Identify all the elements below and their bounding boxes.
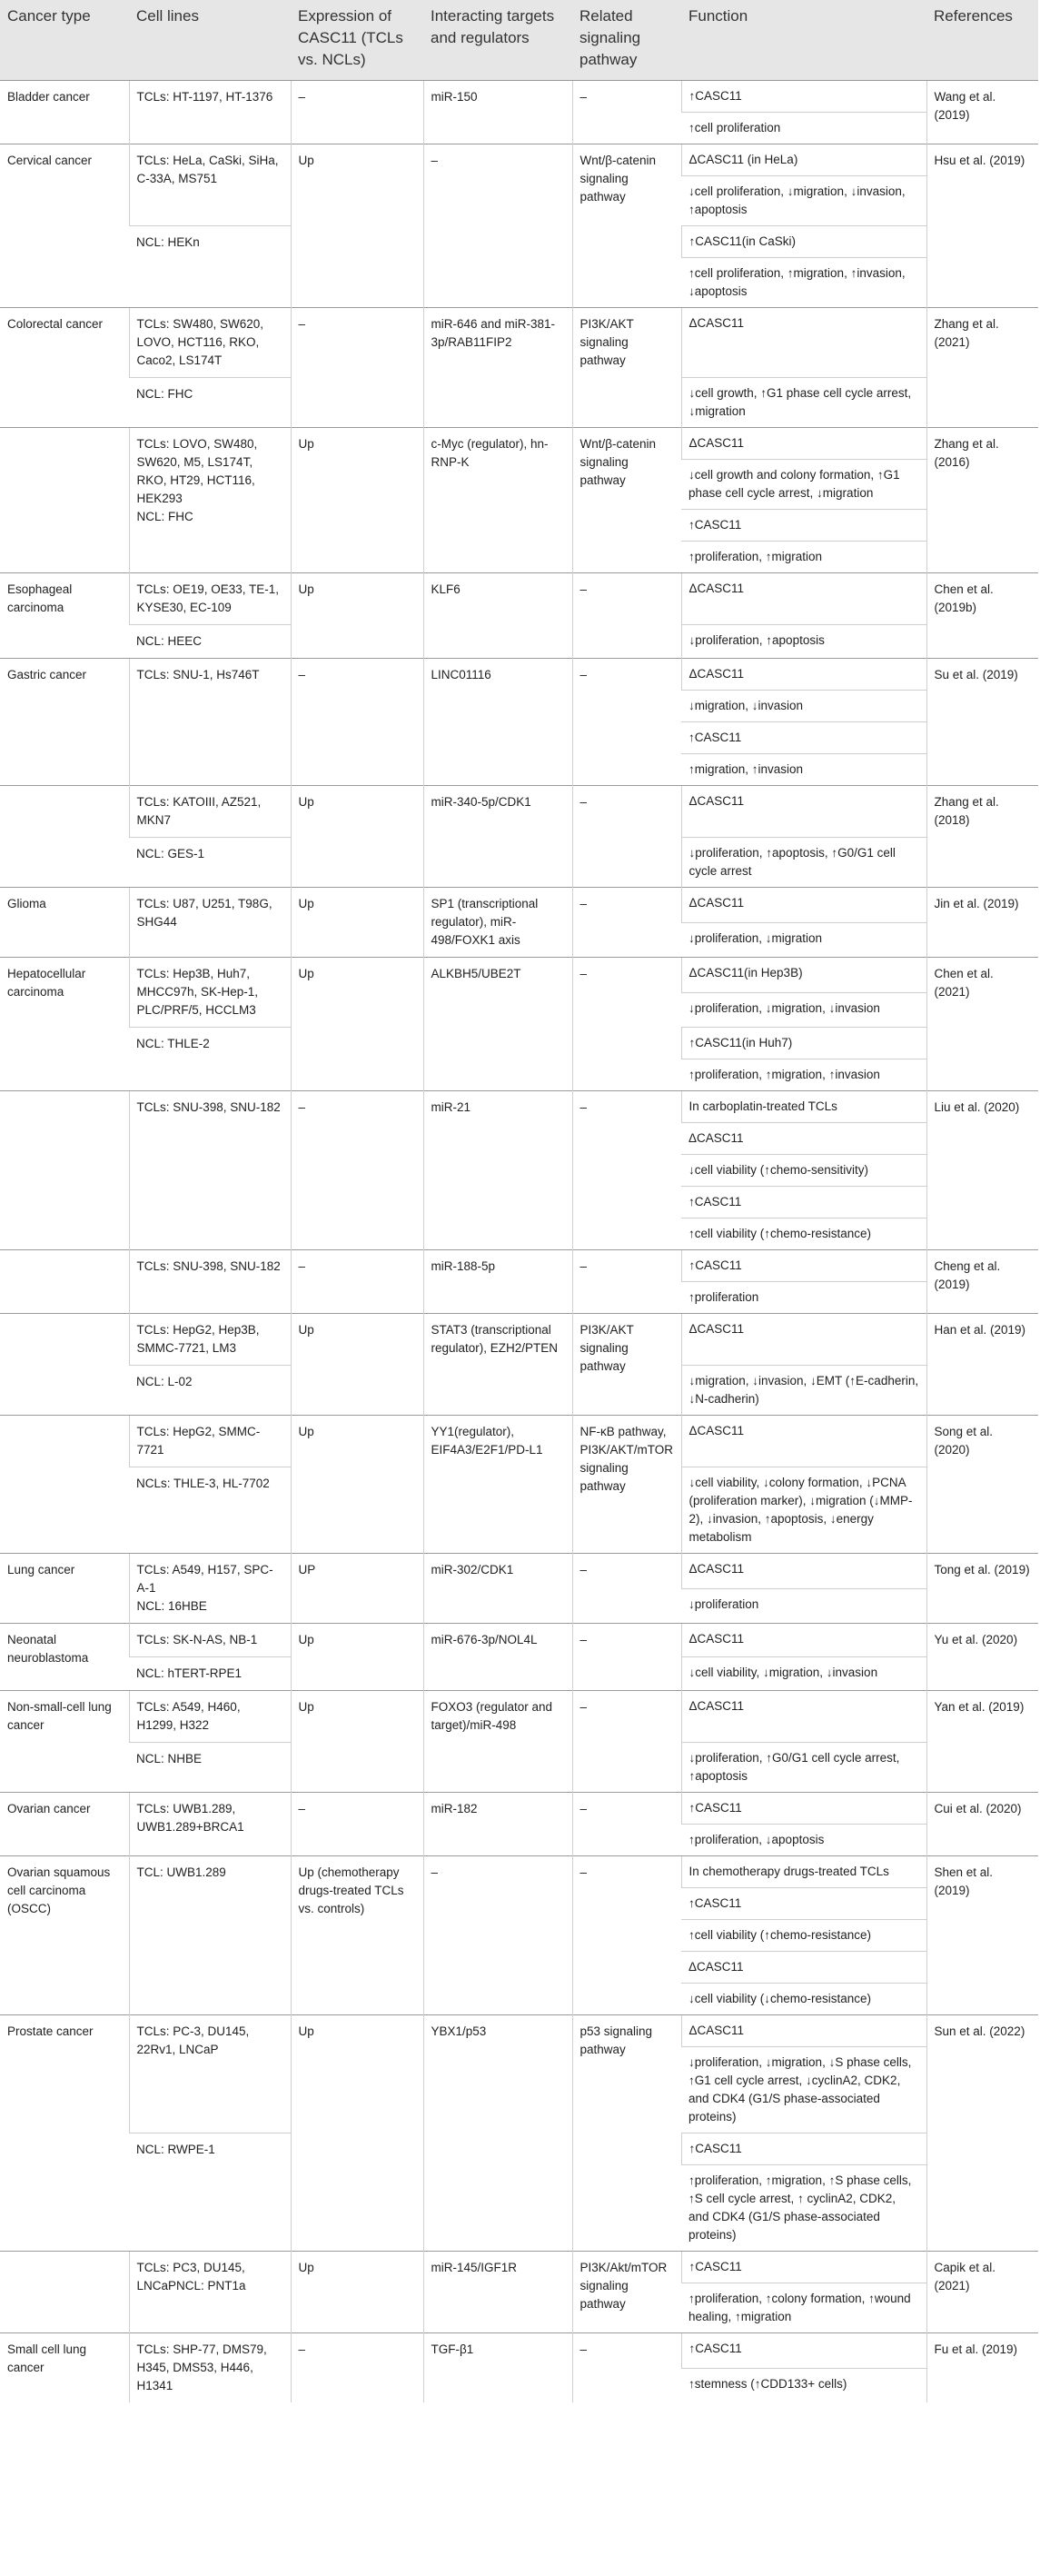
- pathway-cell: –: [572, 1624, 681, 1691]
- function-cell: ↓cell growth, ↑G1 phase cell cycle arrest, ↓migration: [681, 378, 926, 428]
- function-cell: ↑cell viability (↑chemo-resistance): [681, 1920, 926, 1952]
- function-cell: ↓cell viability (↑chemo-sensitivity): [681, 1155, 926, 1187]
- function-cell: ↑CASC11: [681, 1187, 926, 1218]
- targets-cell: YY1(regulator), EIF4A3/E2F1/PD-L1: [423, 1416, 572, 1554]
- targets-cell: miR-340-5p/CDK1: [423, 786, 572, 888]
- function-cell: ΔCASC11: [681, 1416, 926, 1467]
- cell-lines-cell: TCLs: HeLa, CaSki, SiHa, C-33A, MS751: [129, 144, 291, 226]
- targets-cell: LINC01116: [423, 659, 572, 786]
- expression-cell: –: [291, 659, 423, 786]
- function-cell: ↓proliferation, ↑G0/G1 cell cycle arrest, ↑apoptosis: [681, 1743, 926, 1793]
- cell-lines-cell: TCLs: SHP-77, DMS79, H345, DMS53, H446, H1341: [129, 2333, 291, 2403]
- table-row: [0, 659, 1038, 691]
- cell-lines-cell: TCLs: PC3, DU145, LNCaPNCL: PNT1a: [129, 2252, 291, 2333]
- expression-cell: Up: [291, 888, 423, 958]
- targets-cell: miR-182: [423, 1793, 572, 1856]
- cell-lines-cell: NCL: L-02: [129, 1366, 291, 1416]
- function-cell: ↓migration, ↓invasion: [681, 691, 926, 722]
- header-cancer-type: Cancer type: [0, 0, 129, 81]
- pathway-cell: –: [572, 1250, 681, 1314]
- expression-cell: Up: [291, 786, 423, 888]
- table-row: [0, 2333, 1038, 2369]
- function-cell: ↓proliferation: [681, 1588, 926, 1624]
- function-cell: ↓proliferation, ↓migration, ↓S phase cells, ↑G1 cell cycle arrest, ↓cyclinA2, CDK2, and CDK4 (G1/S phase-associated proteins): [681, 2047, 926, 2133]
- table-header: [0, 0, 1038, 81]
- function-cell: ↑CASC11: [681, 2333, 926, 2369]
- reference-cell: Yu et al. (2020): [926, 1624, 1038, 1691]
- function-cell: ↓cell proliferation, ↓migration, ↓invasion, ↑apoptosis: [681, 176, 926, 226]
- cancer-type-cell: [0, 1416, 129, 1554]
- reference-cell: Wang et al. (2019): [926, 81, 1038, 144]
- table-row: [0, 1250, 1038, 1282]
- cancer-type-cell: Small cell lung cancer: [0, 2333, 129, 2403]
- expression-cell: Up: [291, 1624, 423, 1691]
- targets-cell: miR-676-3p/NOL4L: [423, 1624, 572, 1691]
- pathway-cell: –: [572, 888, 681, 958]
- cell-lines-cell: TCLs: UWB1.289, UWB1.289+BRCA1: [129, 1793, 291, 1856]
- function-cell: ↑cell viability (↑chemo-resistance): [681, 1218, 926, 1250]
- cancer-type-cell: Prostate cancer: [0, 2015, 129, 2252]
- function-cell: ↓cell viability, ↓migration, ↓invasion: [681, 1657, 926, 1691]
- cancer-type-cell: Non-small-cell lung cancer: [0, 1691, 129, 1793]
- cell-lines-cell: TCLs: SNU-1, Hs746T: [129, 659, 291, 786]
- cell-lines-cell: NCL: THLE-2: [129, 1028, 291, 1091]
- pathway-cell: PI3K/Akt/mTOR signaling pathway: [572, 2252, 681, 2333]
- function-cell: ↓proliferation, ↑apoptosis: [681, 625, 926, 659]
- table-row: [0, 1314, 1038, 1366]
- function-cell: ΔCASC11: [681, 1554, 926, 1589]
- reference-cell: Su et al. (2019): [926, 659, 1038, 786]
- function-cell: ΔCASC11: [681, 1691, 926, 1743]
- cancer-type-cell: Gastric cancer: [0, 659, 129, 786]
- function-cell: ΔCASC11: [681, 1123, 926, 1155]
- cancer-type-cell: Bladder cancer: [0, 81, 129, 144]
- table-row: [0, 1856, 1038, 1888]
- expression-cell: Up: [291, 1416, 423, 1554]
- function-cell: ΔCASC11: [681, 786, 926, 838]
- function-cell: In chemotherapy drugs-treated TCLs: [681, 1856, 926, 1888]
- cell-lines-cell: TCLs: U87, U251, T98G, SHG44: [129, 888, 291, 958]
- reference-cell: Song et al. (2020): [926, 1416, 1038, 1554]
- pathway-cell: –: [572, 1793, 681, 1856]
- function-cell: ↑CASC11: [681, 1888, 926, 1920]
- pathway-cell: –: [572, 573, 681, 659]
- pathway-cell: –: [572, 659, 681, 786]
- targets-cell: miR-21: [423, 1091, 572, 1250]
- cell-lines-cell: NCL: RWPE-1: [129, 2133, 291, 2252]
- reference-cell: Zhang et al. (2018): [926, 786, 1038, 888]
- reference-cell: Tong et al. (2019): [926, 1554, 1038, 1624]
- function-cell: ↓cell viability, ↓colony formation, ↓PCNA (proliferation marker), ↓migration (↓MMP-2), ↓invasion, ↑apoptosis, ↓energy metabolism: [681, 1467, 926, 1554]
- function-cell: ΔCASC11: [681, 428, 926, 460]
- reference-cell: Fu et al. (2019): [926, 2333, 1038, 2403]
- expression-cell: Up: [291, 573, 423, 659]
- reference-cell: Sun et al. (2022): [926, 2015, 1038, 2252]
- table-row: [0, 786, 1038, 838]
- expression-cell: Up (chemotherapy drugs-treated TCLs vs. controls): [291, 1856, 423, 2015]
- cell-lines-cell: NCL: hTERT-RPE1: [129, 1657, 291, 1691]
- cancer-type-cell: [0, 428, 129, 573]
- function-cell: ΔCASC11: [681, 308, 926, 378]
- expression-cell: –: [291, 1250, 423, 1314]
- cell-lines-cell: TCLs: SK-N-AS, NB-1: [129, 1624, 291, 1657]
- cancer-type-cell: [0, 1250, 129, 1314]
- table-row: [0, 81, 1038, 113]
- header-targets: Interacting targets and regulators: [423, 0, 572, 81]
- function-cell: ↓migration, ↓invasion, ↓EMT (↑E-cadherin, ↓N-cadherin): [681, 1366, 926, 1416]
- reference-cell: Liu et al. (2020): [926, 1091, 1038, 1250]
- cell-lines-cell: TCLs: A549, H460, H1299, H322: [129, 1691, 291, 1743]
- cell-lines-cell: TCL: UWB1.289: [129, 1856, 291, 2015]
- targets-cell: miR-302/CDK1: [423, 1554, 572, 1624]
- function-cell: ↑stemness (↑CDD133+ cells): [681, 2368, 926, 2402]
- targets-cell: –: [423, 144, 572, 308]
- table-row: [0, 573, 1038, 625]
- pathway-cell: PI3K/AKT signaling pathway: [572, 308, 681, 428]
- function-cell: ↑proliferation, ↑migration: [681, 542, 926, 573]
- expression-cell: Up: [291, 144, 423, 308]
- header-expression: Expression of CASC11 (TCLs vs. NCLs): [291, 0, 423, 81]
- function-cell: ΔCASC11: [681, 888, 926, 923]
- function-cell: ↓cell viability (↓chemo-resistance): [681, 1984, 926, 2015]
- cancer-type-cell: Glioma: [0, 888, 129, 958]
- cell-lines-cell: NCL: NHBE: [129, 1743, 291, 1793]
- reference-cell: Cui et al. (2020): [926, 1793, 1038, 1856]
- function-cell: In carboplatin-treated TCLs: [681, 1091, 926, 1123]
- reference-cell: Hsu et al. (2019): [926, 144, 1038, 308]
- cell-lines-cell: TCLs: SW480, SW620, LOVO, HCT116, RKO, Caco2, LS174T: [129, 308, 291, 378]
- table-row: [0, 1416, 1038, 1467]
- expression-cell: –: [291, 1091, 423, 1250]
- function-cell: ΔCASC11: [681, 1314, 926, 1366]
- function-cell: ↑CASC11: [681, 1250, 926, 1282]
- function-cell: ↑proliferation, ↑migration, ↑S phase cells, ↑S cell cycle arrest, ↑ cyclinA2, CDK2, and CDK4 (G1/S phase-associated proteins): [681, 2165, 926, 2252]
- cancer-type-cell: Ovarian cancer: [0, 1793, 129, 1856]
- header-references: References: [926, 0, 1038, 81]
- function-cell: ↑proliferation, ↓apoptosis: [681, 1825, 926, 1856]
- expression-cell: –: [291, 308, 423, 428]
- function-cell: ↑CASC11: [681, 81, 926, 113]
- pathway-cell: –: [572, 1856, 681, 2015]
- cell-lines-cell: TCLs: A549, H157, SPC-A-1 NCL: 16HBE: [129, 1554, 291, 1624]
- pathway-cell: Wnt/β-catenin signaling pathway: [572, 144, 681, 308]
- table-row: [0, 428, 1038, 460]
- cell-lines-cell: TCLs: HT-1197, HT-1376: [129, 81, 291, 144]
- function-cell: ΔCASC11: [681, 659, 926, 691]
- targets-cell: c-Myc (regulator), hn-RNP-K: [423, 428, 572, 573]
- function-cell: ↑proliferation, ↑colony formation, ↑wound healing, ↑migration: [681, 2283, 926, 2333]
- cancer-type-cell: [0, 786, 129, 888]
- cell-lines-cell: NCL: GES-1: [129, 838, 291, 888]
- table-row: [0, 144, 1038, 176]
- reference-cell: Zhang et al. (2021): [926, 308, 1038, 428]
- targets-cell: STAT3 (transcriptional regulator), EZH2/PTEN: [423, 1314, 572, 1416]
- table-row: [0, 308, 1038, 378]
- pathway-cell: –: [572, 81, 681, 144]
- table-body: [0, 81, 1038, 2403]
- pathway-cell: –: [572, 2333, 681, 2403]
- cell-lines-cell: NCL: HEKn: [129, 226, 291, 308]
- targets-cell: miR-150: [423, 81, 572, 144]
- header-cell-lines: Cell lines: [129, 0, 291, 81]
- cell-lines-cell: TCLs: HepG2, SMMC-7721: [129, 1416, 291, 1467]
- cell-lines-cell: TCLs: OE19, OE33, TE-1, KYSE30, EC-109: [129, 573, 291, 625]
- reference-cell: Cheng et al. (2019): [926, 1250, 1038, 1314]
- targets-cell: KLF6: [423, 573, 572, 659]
- function-cell: ↑CASC11: [681, 2133, 926, 2165]
- targets-cell: YBX1/p53: [423, 2015, 572, 2252]
- function-cell: ↓proliferation, ↓migration, ↓invasion: [681, 992, 926, 1028]
- reference-cell: Yan et al. (2019): [926, 1691, 1038, 1793]
- cancer-type-cell: Ovarian squamous cell carcinoma (OSCC): [0, 1856, 129, 2015]
- function-cell: ΔCASC11(in Hep3B): [681, 958, 926, 993]
- pathway-cell: –: [572, 1091, 681, 1250]
- targets-cell: miR-145/IGF1R: [423, 2252, 572, 2333]
- cancer-type-cell: [0, 1314, 129, 1416]
- table-row: [0, 2252, 1038, 2283]
- function-cell: ↑CASC11(in CaSki): [681, 226, 926, 258]
- function-cell: ↓cell growth and colony formation, ↑G1 phase cell cycle arrest, ↓migration: [681, 460, 926, 510]
- function-cell: ↑CASC11(in Huh7): [681, 1028, 926, 1059]
- cell-lines-cell: NCL: HEEC: [129, 625, 291, 659]
- table-row: [0, 1554, 1038, 1589]
- expression-cell: Up: [291, 2015, 423, 2252]
- cell-lines-cell: TCLs: PC-3, DU145, 22Rv1, LNCaP: [129, 2015, 291, 2133]
- targets-cell: miR-188-5p: [423, 1250, 572, 1314]
- cell-lines-cell: TCLs: HepG2, Hep3B, SMMC-7721, LM3: [129, 1314, 291, 1366]
- cancer-type-cell: Cervical cancer: [0, 144, 129, 308]
- table-row: [0, 2015, 1038, 2047]
- targets-cell: TGF-β1: [423, 2333, 572, 2403]
- expression-cell: –: [291, 1793, 423, 1856]
- function-cell: ↑CASC11: [681, 510, 926, 542]
- table-row: [0, 1624, 1038, 1657]
- cell-lines-cell: TCLs: SNU-398, SNU-182: [129, 1250, 291, 1314]
- cell-lines-cell: TCLs: LOVO, SW480, SW620, M5, LS174T, RKO, HT29, HCT116, HEK293 NCL: FHC: [129, 428, 291, 573]
- cell-lines-cell: TCLs: KATOIII, AZ521, MKN7: [129, 786, 291, 838]
- table-row: [0, 1091, 1038, 1123]
- function-cell: ↑proliferation, ↑migration, ↑invasion: [681, 1059, 926, 1091]
- reference-cell: Zhang et al. (2016): [926, 428, 1038, 573]
- targets-cell: –: [423, 1856, 572, 2015]
- cancer-type-cell: Esophageal carcinoma: [0, 573, 129, 659]
- function-cell: ↑CASC11: [681, 2252, 926, 2283]
- expression-cell: Up: [291, 2252, 423, 2333]
- cell-lines-cell: TCLs: Hep3B, Huh7, MHCC97h, SK-Hep-1, PLC/PRF/5, HCCLM3: [129, 958, 291, 1028]
- reference-cell: Chen et al. (2019b): [926, 573, 1038, 659]
- function-cell: ↑cell proliferation: [681, 113, 926, 144]
- function-cell: ΔCASC11: [681, 1952, 926, 1984]
- pathway-cell: –: [572, 958, 681, 1091]
- reference-cell: Capik et al. (2021): [926, 2252, 1038, 2333]
- reference-cell: Jin et al. (2019): [926, 888, 1038, 958]
- function-cell: ΔCASC11: [681, 2015, 926, 2047]
- header-function: Function: [681, 0, 926, 81]
- function-cell: ↑cell proliferation, ↑migration, ↑invasion, ↓apoptosis: [681, 258, 926, 308]
- expression-cell: Up: [291, 1691, 423, 1793]
- targets-cell: SP1 (transcriptional regulator), miR-498/FOXK1 axis: [423, 888, 572, 958]
- reference-cell: Han et al. (2019): [926, 1314, 1038, 1416]
- function-cell: ΔCASC11: [681, 573, 926, 625]
- cancer-type-cell: Neonatal neuroblastoma: [0, 1624, 129, 1691]
- cancer-type-cell: Colorectal cancer: [0, 308, 129, 428]
- pathway-cell: Wnt/β-catenin signaling pathway: [572, 428, 681, 573]
- function-cell: ↑CASC11: [681, 1793, 926, 1825]
- expression-cell: –: [291, 81, 423, 144]
- expression-cell: Up: [291, 958, 423, 1091]
- reference-cell: Chen et al. (2021): [926, 958, 1038, 1091]
- targets-cell: ALKBH5/UBE2T: [423, 958, 572, 1091]
- function-cell: ΔCASC11: [681, 1624, 926, 1657]
- cell-lines-cell: NCL: FHC: [129, 378, 291, 428]
- cancer-type-cell: [0, 1091, 129, 1250]
- header-pathway: Related signaling pathway: [572, 0, 681, 81]
- table-row: [0, 888, 1038, 923]
- table-row: [0, 958, 1038, 993]
- expression-cell: UP: [291, 1554, 423, 1624]
- function-cell: ↓proliferation, ↓migration: [681, 922, 926, 958]
- cell-lines-cell: TCLs: SNU-398, SNU-182: [129, 1091, 291, 1250]
- table-row: [0, 1793, 1038, 1825]
- function-cell: ↑CASC11: [681, 722, 926, 754]
- pathway-cell: NF-κB pathway, PI3K/AKT/mTOR signaling pathway: [572, 1416, 681, 1554]
- pathway-cell: PI3K/AKT signaling pathway: [572, 1314, 681, 1416]
- cancer-type-cell: Hepatocellular carcinoma: [0, 958, 129, 1091]
- cancer-type-cell: Lung cancer: [0, 1554, 129, 1624]
- cancer-type-cell: [0, 2252, 129, 2333]
- function-cell: ↑migration, ↑invasion: [681, 754, 926, 786]
- table-row: [0, 1691, 1038, 1743]
- pathway-cell: –: [572, 1554, 681, 1624]
- function-cell: ↑proliferation: [681, 1282, 926, 1314]
- expression-cell: Up: [291, 428, 423, 573]
- pathway-cell: –: [572, 1691, 681, 1793]
- function-cell: ↓proliferation, ↑apoptosis, ↑G0/G1 cell cycle arrest: [681, 838, 926, 888]
- cell-lines-cell: NCLs: THLE-3, HL-7702: [129, 1467, 291, 1554]
- targets-cell: FOXO3 (regulator and target)/miR-498: [423, 1691, 572, 1793]
- pathway-cell: –: [572, 786, 681, 888]
- pathway-cell: p53 signaling pathway: [572, 2015, 681, 2252]
- targets-cell: miR-646 and miR-381-3p/RAB11FIP2: [423, 308, 572, 428]
- expression-cell: –: [291, 2333, 423, 2403]
- reference-cell: Shen et al. (2019): [926, 1856, 1038, 2015]
- expression-cell: Up: [291, 1314, 423, 1416]
- function-cell: ΔCASC11 (in HeLa): [681, 144, 926, 176]
